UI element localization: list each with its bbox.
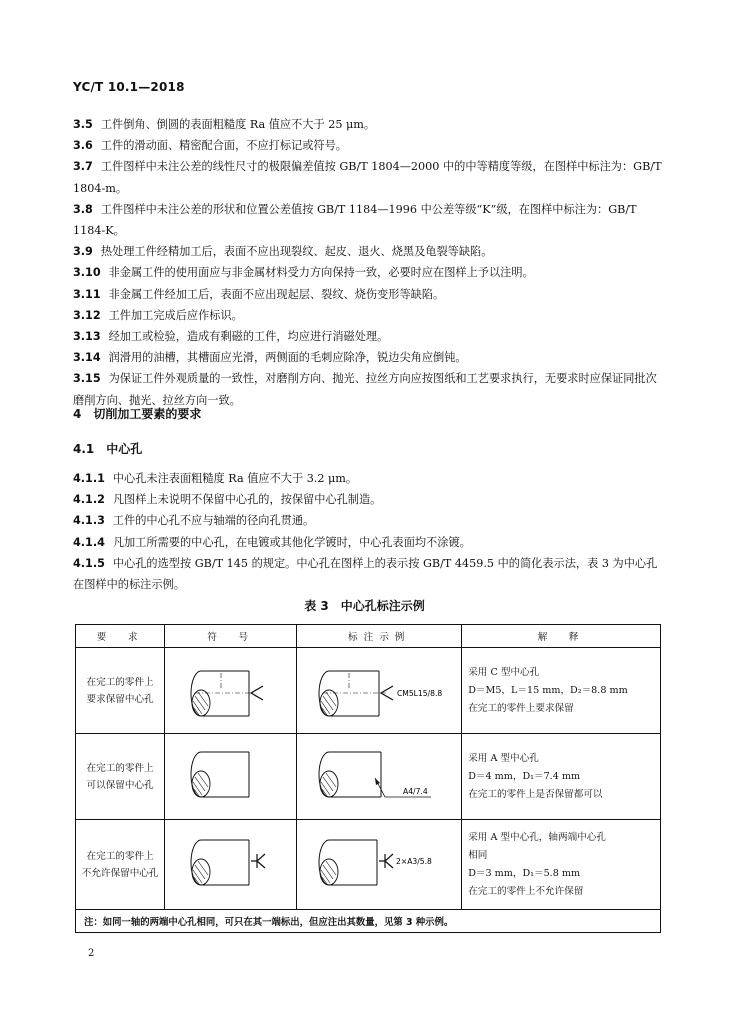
explanation-cell	[462, 648, 661, 734]
table-note: 注：如同一轴的两端中心孔相同，可只在其一端标出，但应注出其数量，见第 3 种示例。	[76, 910, 661, 933]
table-row	[76, 648, 661, 734]
clause-number: 4.1.2	[73, 493, 105, 507]
clause-3-11	[73, 284, 663, 305]
table-note-row	[76, 910, 661, 933]
example-drawing-3	[297, 820, 461, 906]
clause-text: 工件加工完成后应作标识。	[108, 308, 243, 322]
requirement-cell	[76, 820, 165, 910]
clause-3-9	[73, 241, 663, 262]
requirement-cell	[76, 648, 165, 734]
symbol-cell	[165, 820, 297, 910]
explanation-cell	[462, 820, 661, 910]
example-cell	[297, 734, 462, 820]
clause-text: 润滑用的油槽，其槽面应光滑，两侧面的毛刺应除净，锐边尖角应倒钝。	[108, 351, 467, 365]
clause-number: 4.1.4	[73, 535, 105, 549]
explanation-line: 在完工的零件上是否保留都可以	[468, 788, 603, 800]
explanation-line: 采用 C 型中心孔	[468, 666, 540, 678]
clause-3-5	[73, 114, 663, 135]
explanation-line: D＝4 mm，D₁＝7.4 mm	[468, 770, 581, 782]
example-label: 2×A3/5.8	[396, 857, 433, 866]
clause-3-6	[73, 135, 663, 156]
header-explanation: 解 释	[462, 625, 661, 648]
clause-4-1-5	[73, 553, 663, 595]
clause-text: 工件图样中未注公差的线性尺寸的极限偏差值按 GB/T 1804—2000 中的中等精度等级，在图样中标注为：GB/T 1804-m。	[73, 160, 662, 195]
symbol-cell	[165, 648, 297, 734]
clause-number: 3.11	[73, 287, 101, 301]
requirement-cell	[76, 734, 165, 820]
clause-number: 3.10	[73, 266, 101, 280]
clause-number: 3.8	[73, 202, 93, 216]
clause-text: 中心孔未注表面粗糙度 Ra 值应不大于 3.2 μm。	[112, 472, 358, 485]
explanation-cell	[462, 734, 661, 820]
clause-list-4-1	[73, 468, 663, 595]
example-label: CM5L15/8.8	[397, 689, 443, 698]
clause-text: 工件的滑动面、精密配合面，不应打标记或符号。	[100, 139, 347, 153]
clause-number: 4.1.3	[73, 514, 105, 528]
clause-number: 3.6	[73, 139, 93, 153]
explanation-line: 在完工的零件上要求保留	[468, 702, 574, 714]
example-drawing-1	[297, 648, 461, 730]
section-4-1-heading: 4.1 中心孔	[73, 442, 143, 456]
clause-number: 3.13	[73, 330, 101, 344]
explanation-line: 采用 A 型中心孔，轴两端中心孔	[468, 831, 606, 843]
clause-3-12	[73, 305, 663, 326]
clause-text: 非金属工件经加工后，表面不应出现起层、裂纹、烧伤变形等缺陷。	[108, 287, 445, 301]
clause-number: 3.5	[73, 118, 93, 131]
clause-number: 3.12	[73, 308, 101, 322]
explanation-line: 在完工的零件上不允许保留	[468, 885, 584, 897]
requirement-line: 可以保留中心孔	[86, 779, 154, 791]
explanation-line: 采用 A 型中心孔	[468, 752, 539, 764]
table-row	[76, 734, 661, 820]
table-row	[76, 820, 661, 910]
requirement-line: 要求保留中心孔	[86, 693, 154, 705]
clause-text: 热处理工件经精加工后，表面不应出现裂纹、起皮、退火、烧黑及龟裂等缺陷。	[100, 245, 493, 259]
clause-list-3	[73, 114, 663, 411]
clause-text: 中心孔的选型按 GB/T 145 的规定。中心孔在图样上的表示按 GB/T 4459.5 中的简化表示法，表 3 为中心孔在图样中的标注示例。	[73, 556, 658, 592]
page-number: 2	[88, 948, 95, 959]
clause-text: 凡加工所需要的中心孔，在电镀或其他化学镀时，中心孔表面均不涂镀。	[112, 535, 471, 549]
table-header-row	[76, 625, 661, 648]
example-cell	[297, 820, 462, 910]
clause-text: 非金属工件的使用面应与非金属材料受力方向保持一致，必要时应在图样上予以注明。	[108, 266, 534, 280]
header-symbol: 符 号	[165, 625, 297, 648]
requirement-line: 不允许保留中心孔	[81, 867, 159, 879]
clause-3-7	[73, 156, 663, 198]
clause-text: 经加工或检验，造成有剩磁的工件，均应进行消磁处理。	[108, 330, 389, 344]
clause-4-1-2	[73, 489, 663, 510]
explanation-line: D＝3 mm，D₁＝5.8 mm	[468, 867, 581, 879]
clause-text: 为保证工件外观质量的一致性，对磨削方向、抛光、拉丝方向应按图纸和工艺要求执行，无要求时应保证同批次磨削方向、抛光、拉丝方向一致。	[73, 372, 657, 407]
clause-number: 3.15	[73, 372, 101, 386]
clause-4-1-1	[73, 468, 663, 489]
clause-number: 3.9	[73, 245, 93, 259]
clause-text: 工件图样中未注公差的形状和位置公差值按 GB/T 1184—1996 中公差等级“K”级，在图样中标注为：GB/T 1184-K。	[73, 202, 637, 238]
requirement-line: 在完工的零件上	[86, 762, 154, 774]
clause-text: 工件倒角、倒圆的表面粗糙度 Ra 值应不大于 25 μm。	[100, 118, 376, 131]
clause-3-10	[73, 262, 663, 283]
example-label: A4/7.4	[403, 787, 428, 796]
example-cell	[297, 648, 462, 734]
requirement-line: 在完工的零件上	[86, 676, 154, 688]
explanation-line: 相同	[468, 849, 488, 861]
clause-3-8	[73, 199, 663, 241]
clause-number: 3.7	[73, 160, 93, 174]
header-example: 标注示例	[297, 625, 462, 648]
clause-number: 3.14	[73, 351, 101, 365]
table-caption: 表 3 中心孔标注示例	[304, 599, 425, 613]
section-4-heading: 4 切削加工要素的要求	[73, 407, 202, 421]
center-hole-table	[75, 624, 661, 933]
clause-3-14	[73, 347, 663, 368]
header-requirement: 要 求	[76, 625, 165, 648]
clause-text: 工件的中心孔不应与轴端的径向孔贯通。	[112, 514, 315, 528]
clause-3-13	[73, 326, 663, 347]
symbol-cell	[165, 734, 297, 820]
explanation-line: D＝M5，L＝15 mm，D₂＝8.8 mm	[468, 684, 628, 696]
clause-4-1-3	[73, 510, 663, 531]
no-keep-center-hole-symbol	[165, 820, 296, 906]
requirement-line: 在完工的零件上	[86, 850, 154, 862]
clause-text: 凡图样上未说明不保留中心孔的，按保留中心孔制造。	[112, 493, 382, 507]
clause-number: 4.1.5	[73, 556, 105, 570]
clause-number: 4.1.1	[73, 472, 105, 485]
clause-4-1-4	[73, 532, 663, 553]
may-keep-center-hole-symbol	[165, 734, 296, 816]
keep-center-hole-symbol	[165, 648, 296, 730]
standard-header: YC/T 10.1—2018	[73, 80, 185, 94]
example-drawing-2	[297, 734, 461, 816]
